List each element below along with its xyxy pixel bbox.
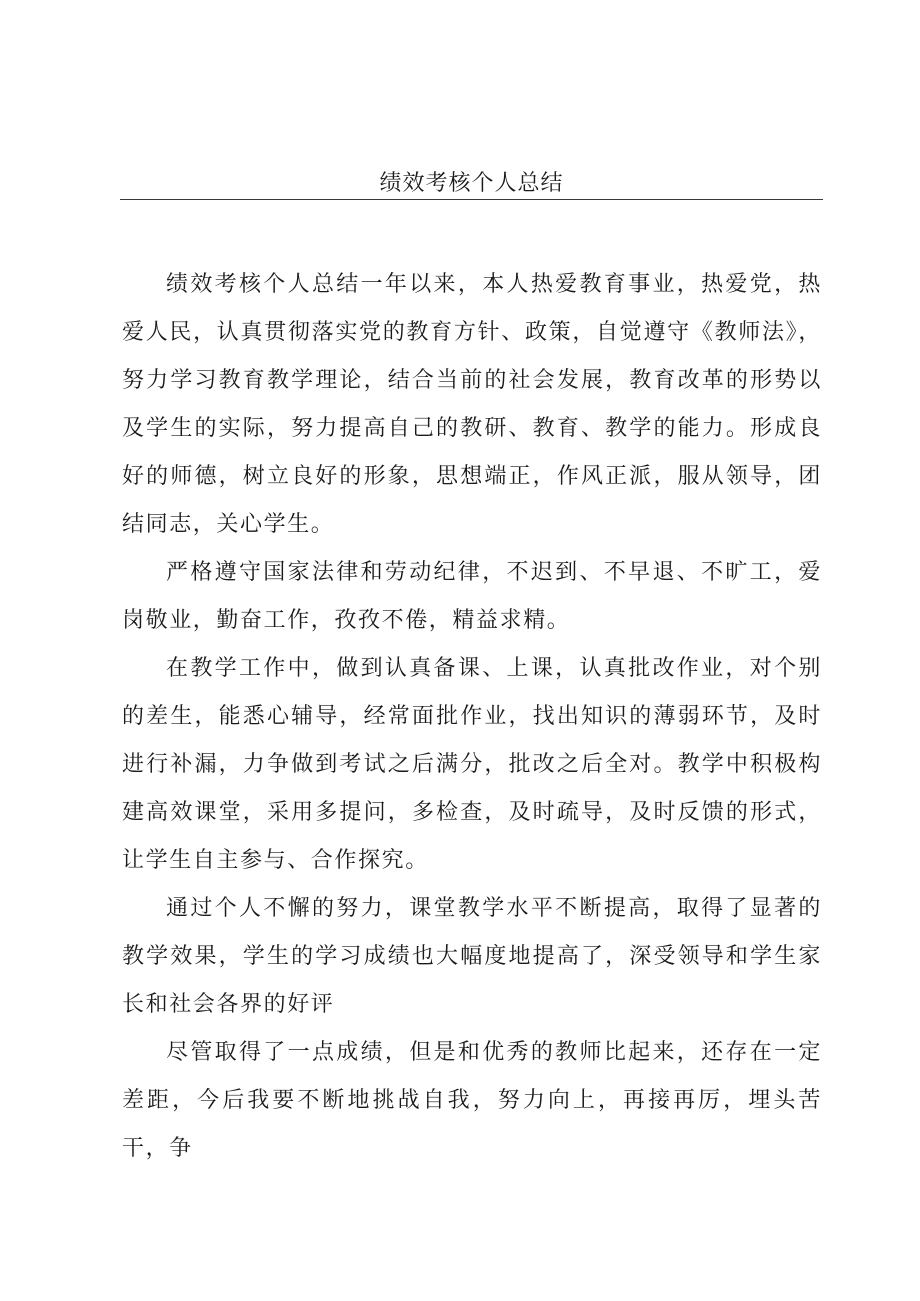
title-underline (120, 199, 823, 200)
document-title: 绩效考核个人总结 (379, 171, 564, 196)
paragraph-3: 在教学工作中，做到认真备课、上课，认真批改作业，对个别的差生，能悉心辅导，经常面批作业，找出知识的薄弱环节，及时进行补漏，力争做到考试之后满分，批改之后全对。教学中积极构建高效课堂，采用多提问，多检查，及时疏导，及时反馈的形式，让学生自主参与、合作探究。 (122, 656, 822, 873)
paragraph-2: 严格遵守国家法律和劳动纪律，不迟到、不早退、不旷工，爱岗敬业，勤奋工作，孜孜不倦，精益求精。 (122, 560, 822, 633)
document-body (122, 261, 822, 1173)
paragraph-5: 尽管取得了一点成绩，但是和优秀的教师比起来，还存在一定差距，今后我要不断地挑战自我，努力向上，再接再厉，埋头苦干，争 (122, 1040, 822, 1161)
paragraph-4: 通过个人不懈的努力，课堂教学水平不断提高，取得了显著的教学效果，学生的学习成绩也大幅度地提高了，深受领导和学生家长和社会各界的好评 (122, 896, 822, 1017)
paragraph-1: 绩效考核个人总结一年以来，本人热爱教育事业，热爱党，热爱人民，认真贯彻落实党的教育方针、政策，自觉遵守《教师法》，努力学习教育教学理论，结合当前的社会发展，教育改革的形势以及学生的实际，努力提高自己的教研、教育、教学的能力。形成良好的师德，树立良好的形象，思想端正，作风正派，服从领导，团结同志，关心学生。 (122, 272, 822, 537)
